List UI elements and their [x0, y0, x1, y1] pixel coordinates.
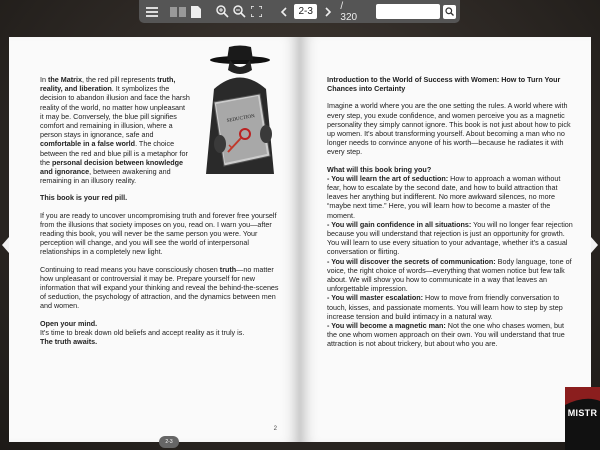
list-item: - You will learn the art of seduction: How to approach a woman without fear, how to escalate by the second date, and how to build attraction that leaves her anything but indifferent. No more awkward silences, no more “maybe next time.” Here, you will learn how to become a master of the moment.: [327, 173, 561, 220]
truth-paragraph: Continuing to read means you have consciously chosen truth—no matter how unpleasant or controversial it may be. Prepare yourself for new information that will expand your thinking and reveal the behind-the-scenes of seduction, the psychology of attraction, and the dynamics between men and women.: [40, 264, 279, 311]
book-view-icon[interactable]: [170, 3, 187, 21]
search-icon: [445, 7, 454, 16]
intro-paragraph: Imagine a world where you are the one setting the rules. A world where with every step, you exude confidence, and women perceive you as a magnetic personality they simply cannot ignore. This book is not just about how to pick up women. It's about transforming yourself. About becoming a man who no longer needs to convince anyone of his worth—because he radiates it with every step.: [327, 101, 571, 157]
warning-paragraph: If you are ready to uncover uncompromising truth and forever free yourself from the illusions that society imposes on you, read on. I warn you—after reading this book, you will never be the same person you were. Your perception will change, and you will see the world of interpersonal relationships in a completely new light.: [40, 210, 277, 257]
prev-page-icon[interactable]: [275, 3, 292, 21]
page-number-input[interactable]: 2-3: [294, 4, 317, 19]
right-page-body: [327, 75, 573, 349]
search-input[interactable]: [376, 4, 440, 19]
list-item: - You will become a magnetic man: Not the one who chases women, but the one whom women approach on their own. You will understand that true attraction is not about trickery, but about who you are.: [327, 321, 565, 349]
toolbar: [139, 0, 460, 23]
fullscreen-icon[interactable]: [248, 3, 265, 21]
matrix-paragraph: In the Matrix, the red pill represents truth, reality, and liberation. It symbolizes the decision to abandon illusion and face the harsh reality of the world, no matter how unpleasant it may be. Conversely, the blue pill signifies comfort and remaining in illusion, where a person stays in ignorance, safe and comfortable in a false world. The choice between the red and blue pill is a metaphor for the personal decision between knowledge and ignorance, between awakening and remaining in an illusory reality.: [40, 75, 190, 186]
intro-heading: Introduction to the World of Success with Women: How to Turn Your Chances into Certainty: [327, 75, 561, 94]
next-page-icon[interactable]: [319, 3, 336, 21]
menu-icon[interactable]: [143, 3, 160, 21]
right-page: [300, 37, 591, 442]
list-item: - You will master escalation: How to move from friendly conversation to touch, kisses, and passionate moments. You will learn how to step by step increase tension and build intimacy in a natural way.: [327, 293, 563, 321]
page-view-icon[interactable]: [187, 3, 204, 21]
logo-text: MISTR: [567, 408, 598, 418]
closing-paragraph: Open your mind. It's time to break down old beliefs and accept reality as it truly is. The truth awaits.: [40, 318, 245, 347]
left-page-body: [40, 75, 284, 346]
zoom-in-icon[interactable]: [214, 3, 231, 21]
next-arrow-icon[interactable]: [591, 237, 598, 253]
list-item: - You will discover the secrets of communication: Body language, tone of voice, the right choice of words—everything that women notice but few talk about. We will show you how to communicate in a way that leaves an unforgettable impression.: [327, 256, 572, 294]
left-page: [9, 37, 300, 442]
search-button[interactable]: [443, 5, 456, 19]
page-number: 2: [273, 426, 277, 432]
prev-arrow-icon[interactable]: [2, 237, 9, 253]
benefits-list: [327, 165, 573, 349]
page-badge: 2-3: [159, 436, 179, 448]
benefits-heading: What will this book bring you?: [327, 164, 432, 174]
zoom-out-icon[interactable]: [231, 3, 248, 21]
page-total: / 320: [340, 0, 358, 23]
red-pill-heading: This book is your red pill.: [40, 193, 128, 203]
book-cover-text: SEDUCTION: [226, 114, 256, 124]
list-item: - You will gain confidence in all situations: You will no longer fear rejection because you will understand that rejection is just an opportunity for growth. You will learn to use every situation to your advantage, whether it's a casual conversation or flirting.: [327, 219, 573, 257]
channel-logo: [565, 387, 600, 450]
